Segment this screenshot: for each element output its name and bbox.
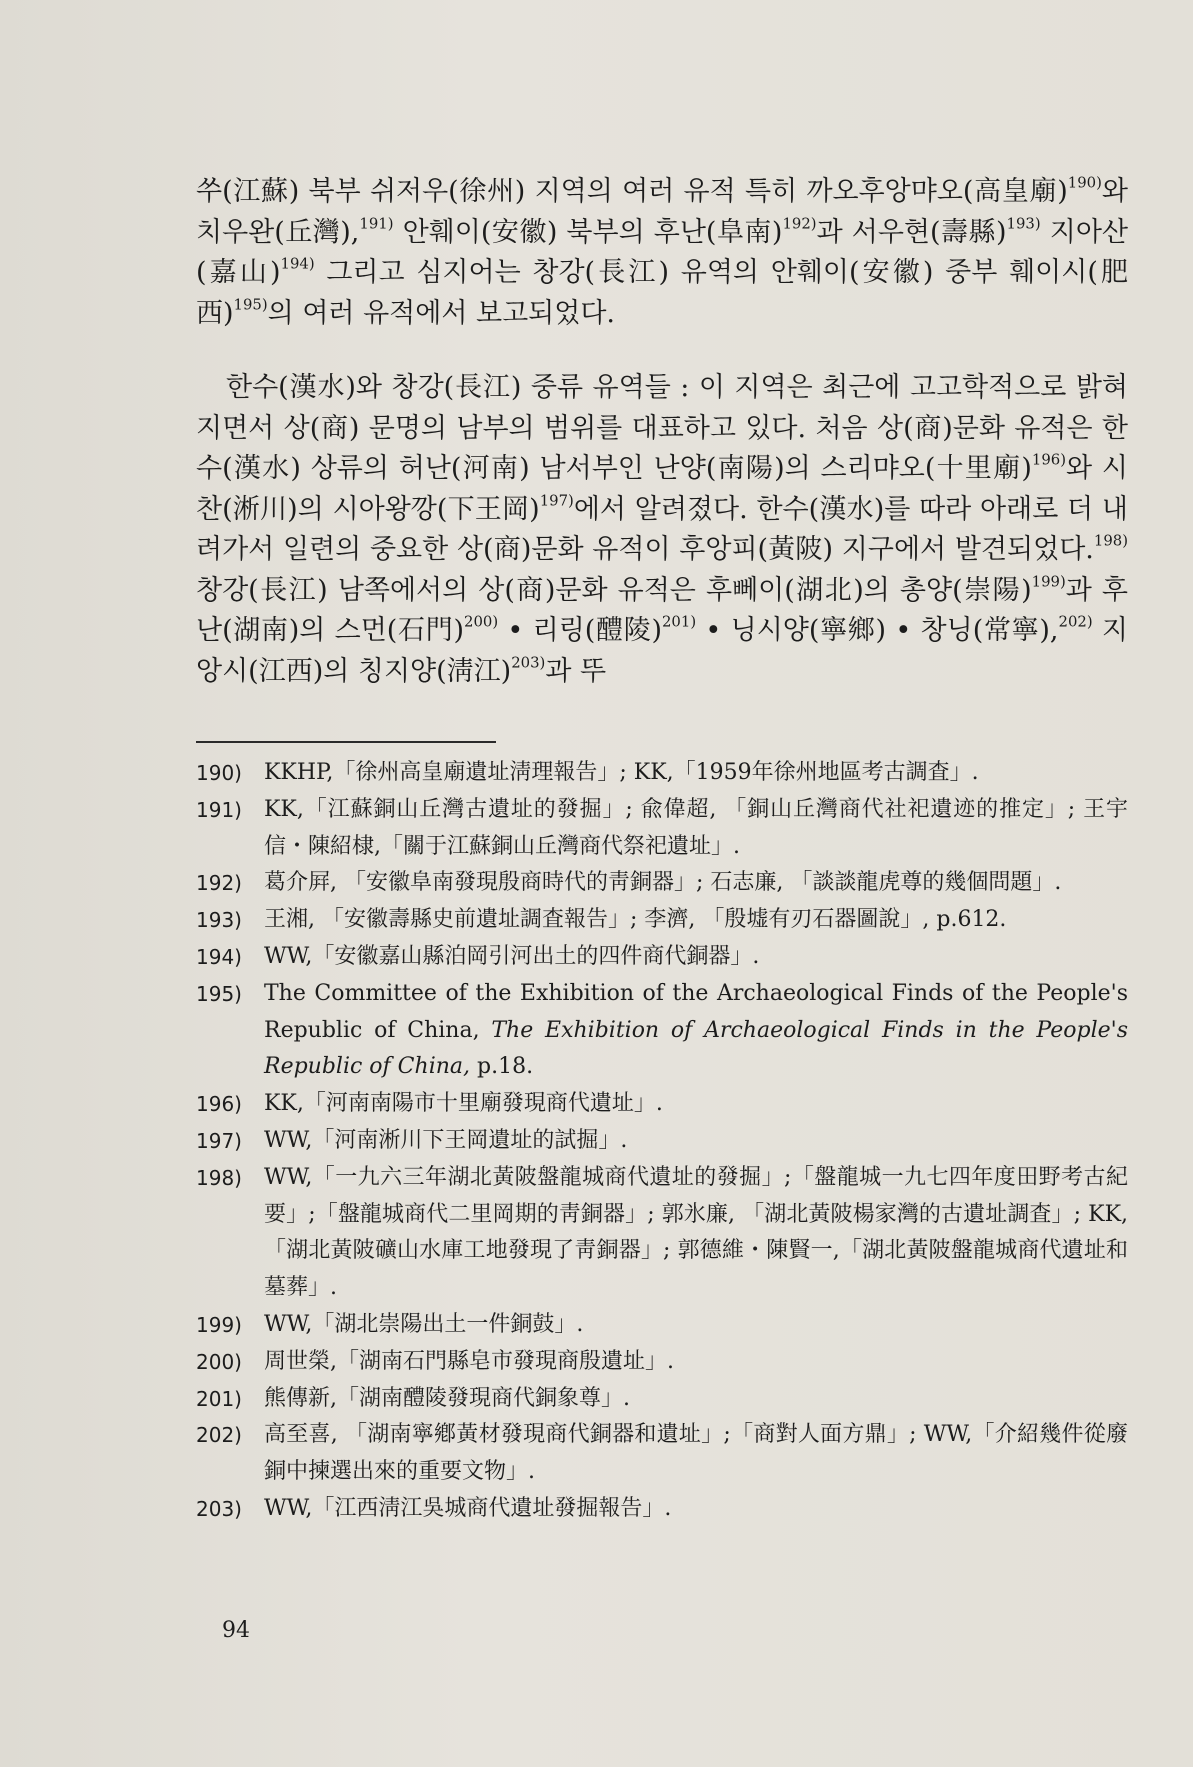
paragraph-2 <box>196 368 1128 692</box>
footnote-number: 191) <box>196 797 242 822</box>
footnote-ref: 195) <box>233 294 268 313</box>
footnote-text: KKHP,「徐州高皇廟遺址淸理報告」; KK,「1959年徐州地區考古調査」. <box>264 760 979 785</box>
footnote-item <box>196 865 1128 902</box>
footnote-item <box>196 1381 1128 1418</box>
footnote-item <box>196 1307 1128 1344</box>
footnote-item <box>196 1491 1128 1528</box>
footnote-text: KK,「江蘇銅山丘灣古遺址的發掘」; 兪偉超, 「銅山丘灣商代社祀遺迹的推定」; 王宇信・陳紹棣,「關于江蘇銅山丘灣商代祭祀遺址」. <box>264 796 1128 859</box>
footnote-text: WW,「安徽嘉山縣泊岡引河出土的四件商代銅器」. <box>264 943 760 969</box>
footnote-item <box>196 1086 1128 1123</box>
footnote-text: KK,「河南南陽市十里廟發現商代遺址」. <box>264 1091 663 1117</box>
footnote-number: 192) <box>196 871 242 896</box>
footnote-ref: 190) <box>1067 173 1102 192</box>
text-run: 창강(長江) 남쪽에서의 상(商)문화 유적은 후뻬이(湖北)의 총양(崇陽) <box>196 574 1032 606</box>
footnote-text: 葛介屛, 「安徽阜南發現殷商時代的靑銅器」; 石志廉, 「談談龍虎尊的幾個問題」. <box>264 870 1062 896</box>
footnote-ref: 200) <box>464 612 499 631</box>
footnote-number: 196) <box>196 1092 242 1117</box>
footnote-number: 193) <box>196 908 242 933</box>
footnote-item <box>196 1160 1128 1307</box>
footnote-item <box>196 1123 1128 1160</box>
footnote-number: 195) <box>196 981 242 1006</box>
footnote-number: 197) <box>196 1128 242 1153</box>
footnote-text: 熊傳新,「湖南醴陵發現商代銅象尊」. <box>264 1385 630 1411</box>
footnote-item <box>196 1417 1128 1491</box>
text-run: 와 시찬(淅川)의 시아왕깡(下王岡) <box>196 453 1129 525</box>
footnote-ref: 193) <box>1006 213 1041 232</box>
text-run: 지앙시(江西)의 칭지양(淸江) <box>196 615 1128 687</box>
text-run: • 리링(醴陵) <box>498 615 662 646</box>
paragraph-1 <box>196 172 1128 334</box>
footnote-ref: 198) <box>1093 531 1128 550</box>
footnote-text: WW,「一九六三年湖北黃陂盤龍城商代遺址的發掘」;「盤龍城一九七四年度田野考古紀要」;「盤龍城商代二里岡期的靑銅器」; 郭氷廉, 「湖北黃陂楊家灣的古遺址調査」; KK,「湖北黃陂礦山水庫工地發現了靑銅器」; 郭德維・陳賢一,「湖北黃陂盤龍城商代遺址和墓葬」. <box>264 1164 1128 1301</box>
footnote-number: 200) <box>196 1349 242 1374</box>
footnote-ref: 201) <box>661 612 697 631</box>
text-run: 과 뚜 <box>545 655 607 687</box>
footnote-text: WW,「湖北崇陽出土一件銅鼓」. <box>264 1311 584 1337</box>
footnote-item <box>196 902 1128 939</box>
footnote-item <box>196 755 1128 792</box>
footnote-ref: 196) <box>1031 450 1067 469</box>
footnote-separator <box>196 741 496 743</box>
footnote-item <box>196 1344 1128 1381</box>
footnote-ref: 194) <box>280 254 315 273</box>
footnote-item <box>196 939 1128 976</box>
footnote-number: 194) <box>196 944 242 969</box>
footnote-text: WW,「河南淅川下王岡遺址的試掘」. <box>264 1127 628 1153</box>
footnote-ref: 191) <box>359 213 394 232</box>
footnote-text: 高至喜, 「湖南寧鄕黃材發現商代銅器和遺址」;「商對人面方鼎」; WW,「介紹幾件從廢銅中揀選出來的重要文物」. <box>264 1422 1128 1485</box>
text-run: 안훼이(安徽) 북부의 후난(阜南) <box>393 216 783 248</box>
footnote-item <box>196 792 1128 866</box>
footnote-list <box>196 755 1128 1528</box>
footnote-ref: 197) <box>539 490 574 509</box>
footnote-number: 201) <box>196 1386 242 1411</box>
text-run: 그리고 심지어는 창강(長江) 유역의 안훼이(安徽) 중부 훼이시(肥西) <box>196 257 1128 329</box>
page-number: 94 <box>222 1618 250 1643</box>
footnote-text: 周世榮,「湖南石門縣皂市發現商殷遺址」. <box>264 1348 674 1374</box>
footnote-number: 190) <box>196 761 242 785</box>
footnote-text-plain: The Committee of the Exhibition of the Archaeological Finds of the People's Republic of China, <box>264 980 1128 1043</box>
footnote-number: 199) <box>196 1312 242 1337</box>
footnote-ref: 192) <box>782 213 817 232</box>
footnote-ref: 202) <box>1058 612 1093 631</box>
text-run: 지아산(嘉山) <box>196 216 1128 288</box>
text-run: 의 여러 유적에서 보고되었다. <box>267 297 615 329</box>
footnote-number: 198) <box>196 1165 242 1190</box>
text-run: 과 후난(湖南)의 스먼(石門) <box>196 574 1128 646</box>
footnote-ref: 203) <box>511 652 546 671</box>
text-run: 에서 알려졌다. 한수(漢水)를 따라 아래로 더 내려가서 일련의 중요한 상(商)문화 유적이 후앙피(黃陂) 지구에서 발견되었다. <box>196 493 1128 565</box>
text-run: 과 서우현(壽縣) <box>816 216 1007 248</box>
footnote-text: WW,「江西淸江吳城商代遺址發掘報告」. <box>264 1495 672 1521</box>
text-run: 와 치우완(丘灣), <box>196 176 1128 248</box>
footnote-number: 203) <box>196 1496 242 1521</box>
footnote-item <box>196 976 1128 1086</box>
footnote-ref: 199) <box>1031 571 1066 590</box>
text-run: • 닝시양(寧鄉) • 창닝(常寧), <box>696 615 1059 646</box>
text-run: 한수(漢水)와 창강(長江) 중류 유역들 : 이 지역은 최근에 고고학적으로 밝혀지면서 상(商) 문명의 남부의 범위를 대표하고 있다. 처음 상(商)문화 유적은 한수(漢水) 상류의 허난(河南) 남서부인 난양(南陽)의 스리먀오(十里廟) <box>196 372 1128 484</box>
text-run: 쑤(江蘇) 북부 쉬저우(徐州) 지역의 여러 유적 특히 까오후앙먀오(高皇廟) <box>196 176 1068 207</box>
footnote-text <box>264 976 1128 1086</box>
footnote-number: 202) <box>196 1423 242 1448</box>
footnote-text: 王湘, 「安徽壽縣史前遺址調査報告」; 李濟, 「殷墟有刃石器圖說」, p.612. <box>264 907 1007 933</box>
footnote-text-plain: p.18. <box>470 1054 534 1080</box>
book-title-italic: The Exhibition of Archaeological Finds in the People's Republic of China, <box>264 1017 1128 1080</box>
main-text <box>196 172 1128 692</box>
